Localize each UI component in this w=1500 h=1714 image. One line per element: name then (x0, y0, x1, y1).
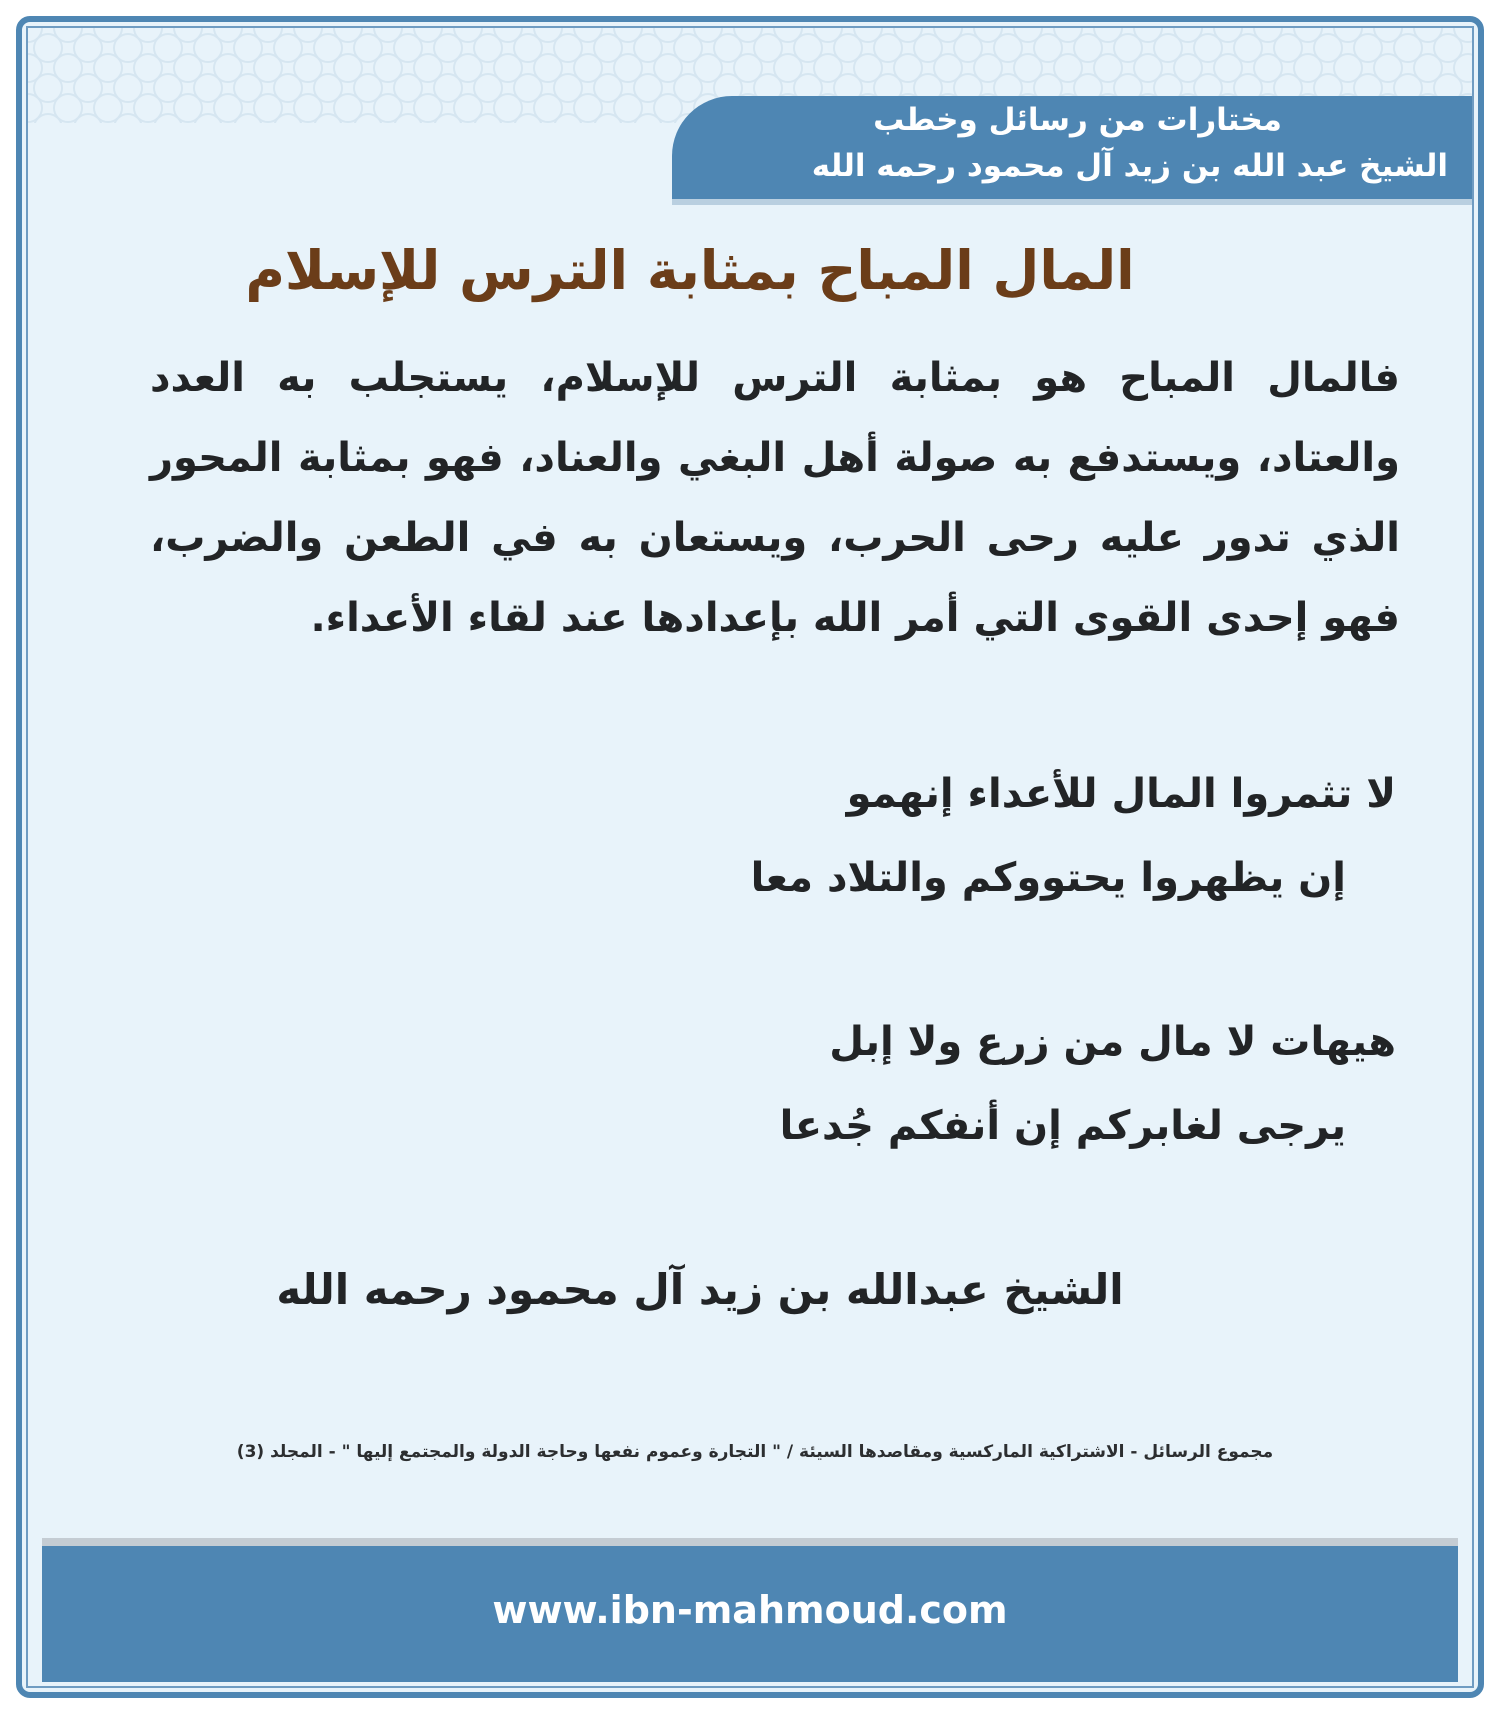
verse-line-2: إن يظهروا يحتووكم والتلاد معا (750, 855, 1346, 901)
verse-line-3: هيهات لا مال من زرع ولا إبل (829, 1019, 1396, 1065)
footer-bar (42, 1538, 1458, 1682)
main-paragraph: فالمال المباح هو بمثابة الترس للإسلام، يستجلب به العدد والعتاد، ويستدفع به صولة أهل البغي والعناد، فهو بمثابة المحور الذي تدور عليه رحى الحرب، ويستعان به في الطعن والضرب، فهو إحدى القوى التي أمر الله بإعدادها عند لقاء الأعداء. (150, 355, 1400, 641)
verse-line-4: يرجى لغابركم إن أنفكم جُدعا (779, 1103, 1346, 1149)
header-subtitle: مختارات من رسائل وخطب (873, 102, 1282, 138)
author-signature: الشيخ عبدالله بن زيد آل محمود رحمه الله (276, 1265, 1124, 1314)
source-citation: مجموع الرسائل - الاشتراكية الماركسية ومقاصدها السيئة / " التجارة وعموم نفعها وحاجة الدولة والمجتمع إليها " - المجلد (3) (236, 1442, 1274, 1462)
header-banner (672, 96, 1472, 199)
website-link[interactable]: www.ibn-mahmoud.com (492, 1588, 1008, 1632)
article-title: المال المباح بمثابة الترس للإسلام (245, 239, 1135, 302)
header-author: الشيخ عبد الله بن زيد آل محمود رحمه الله (811, 148, 1448, 184)
verse-line-1: لا تثمروا المال للأعداء إنهمو (846, 771, 1396, 817)
